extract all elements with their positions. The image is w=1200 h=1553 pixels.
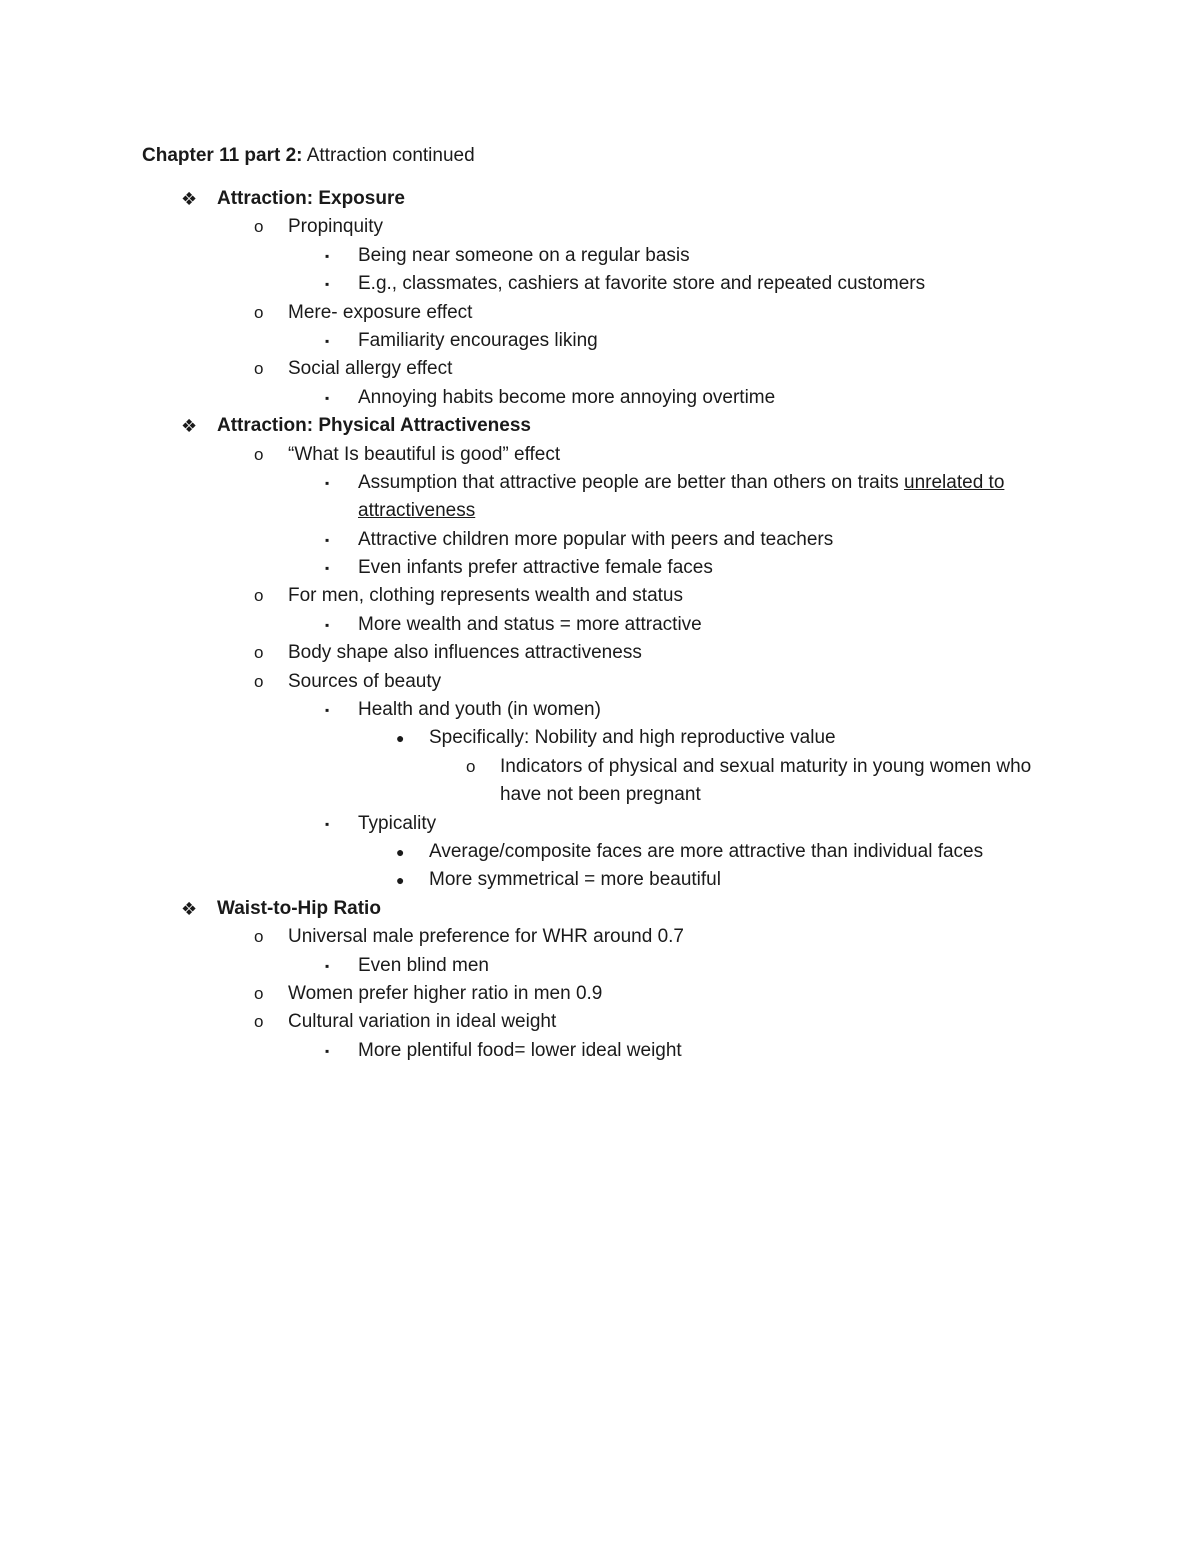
list-item — [0, 611, 1200, 639]
list-item — [0, 582, 1200, 610]
list-item — [0, 866, 1200, 894]
item-text: Even infants prefer attractive female faces — [358, 557, 713, 579]
item-text: More wealth and status = more attractive — [358, 613, 702, 635]
item-text: Mere- exposure effect — [288, 301, 473, 323]
item-text: Sources of beauty — [288, 670, 442, 692]
item-text: Average/composite faces are more attractive than individual faces — [429, 841, 984, 863]
item-text: Annoying habits become more annoying overtime — [358, 386, 776, 408]
diamond-bullet-icon: ❖ — [181, 898, 198, 919]
list-item — [0, 639, 1200, 667]
square-bullet-icon: ▪ — [325, 703, 330, 718]
item-text: More plentiful food= lower ideal weight — [358, 1039, 682, 1061]
circle-bullet-icon: o — [254, 671, 264, 691]
title-rest: Attraction continued — [302, 145, 475, 166]
title-bold: Chapter 11 part 2: — [142, 145, 303, 166]
item-text: “What Is beautiful is good” effect — [288, 443, 561, 465]
item-text: Being near someone on a regular basis — [358, 244, 690, 266]
list-item — [0, 242, 1200, 270]
heading-text: Waist-to-Hip Ratio — [217, 897, 381, 919]
item-text-plain: Assumption that attractive people are better than others on traits — [358, 471, 905, 493]
list-item — [0, 441, 1200, 469]
square-bullet-icon: ▪ — [325, 475, 330, 490]
item-text: Even blind men — [358, 954, 489, 976]
dot-bullet-icon: ● — [396, 844, 405, 861]
list-item — [0, 980, 1200, 1008]
square-bullet-icon: ▪ — [325, 390, 330, 405]
item-text: Specifically: Nobility and high reproductive value — [429, 727, 836, 749]
item-text: Attractive children more popular with peers and teachers — [358, 528, 834, 550]
square-bullet-icon: ▪ — [325, 816, 330, 831]
list-item — [0, 1008, 1200, 1036]
list-item — [0, 299, 1200, 327]
list-item — [0, 355, 1200, 383]
item-text: Familiarity encourages liking — [358, 329, 598, 351]
item-text: E.g., classmates, cashiers at favorite store and repeated customers — [358, 273, 926, 295]
item-text: Typicality — [358, 812, 437, 834]
list-item — [0, 724, 1200, 752]
list-item — [0, 753, 1200, 810]
item-text: For men, clothing represents wealth and status — [288, 585, 683, 607]
square-bullet-icon: ▪ — [325, 617, 330, 632]
list-item — [0, 838, 1200, 866]
list-item — [0, 526, 1200, 554]
outline-list — [0, 185, 1200, 1065]
list-item — [0, 923, 1200, 951]
list-item — [0, 213, 1200, 241]
dot-bullet-icon: ● — [396, 730, 405, 747]
item-text: Health and youth (in women) — [358, 699, 601, 721]
item-text: Social allergy effect — [288, 358, 453, 380]
item-text: Body shape also influences attractiveness — [288, 642, 642, 664]
square-bullet-icon: ▪ — [325, 333, 330, 348]
item-text: Indicators of physical and sexual maturity in young women who have not been pregnant — [500, 755, 1032, 806]
circle-bullet-icon: o — [254, 359, 264, 379]
item-text: More symmetrical = more beautiful — [429, 869, 721, 891]
item-text: Cultural variation in ideal weight — [288, 1011, 557, 1033]
circle-bullet-icon: o — [254, 217, 264, 237]
diamond-bullet-icon: ❖ — [181, 416, 198, 437]
diamond-bullet-icon: ❖ — [181, 189, 198, 209]
list-item — [0, 327, 1200, 355]
list-item — [0, 469, 1200, 526]
item-text: Propinquity — [288, 216, 384, 238]
underlined-text: unrelated to attractiveness — [358, 471, 1005, 522]
list-item — [0, 412, 1200, 440]
circle-bullet-icon: o — [254, 444, 264, 464]
list-item — [0, 668, 1200, 696]
dot-bullet-icon: ● — [396, 872, 405, 889]
circle-bullet-icon: o — [466, 756, 476, 776]
circle-bullet-icon: o — [254, 927, 264, 947]
list-item — [0, 384, 1200, 412]
square-bullet-icon: ▪ — [325, 561, 330, 576]
circle-bullet-icon: o — [254, 983, 264, 1003]
square-bullet-icon: ▪ — [325, 958, 330, 973]
square-bullet-icon: ▪ — [325, 532, 330, 547]
circle-bullet-icon: o — [254, 302, 264, 322]
square-bullet-icon: ▪ — [325, 248, 330, 263]
square-bullet-icon: ▪ — [325, 277, 330, 292]
list-item — [0, 895, 1200, 923]
heading-text: Attraction: Exposure — [217, 188, 405, 209]
circle-bullet-icon: o — [254, 1012, 264, 1032]
item-text: Universal male preference for WHR around 0.7 — [288, 926, 685, 948]
item-text: Women prefer higher ratio in men 0.9 — [288, 982, 603, 1004]
square-bullet-icon: ▪ — [325, 1043, 330, 1058]
list-item — [0, 1037, 1200, 1065]
list-item — [0, 554, 1200, 582]
list-item — [0, 696, 1200, 724]
item-text — [358, 469, 1058, 526]
page-title — [142, 142, 475, 170]
list-item — [0, 810, 1200, 838]
list-item — [0, 952, 1200, 980]
circle-bullet-icon: o — [254, 643, 264, 663]
list-item — [0, 185, 1200, 213]
circle-bullet-icon: o — [254, 586, 264, 606]
heading-text: Attraction: Physical Attractiveness — [217, 415, 531, 437]
list-item — [0, 270, 1200, 298]
